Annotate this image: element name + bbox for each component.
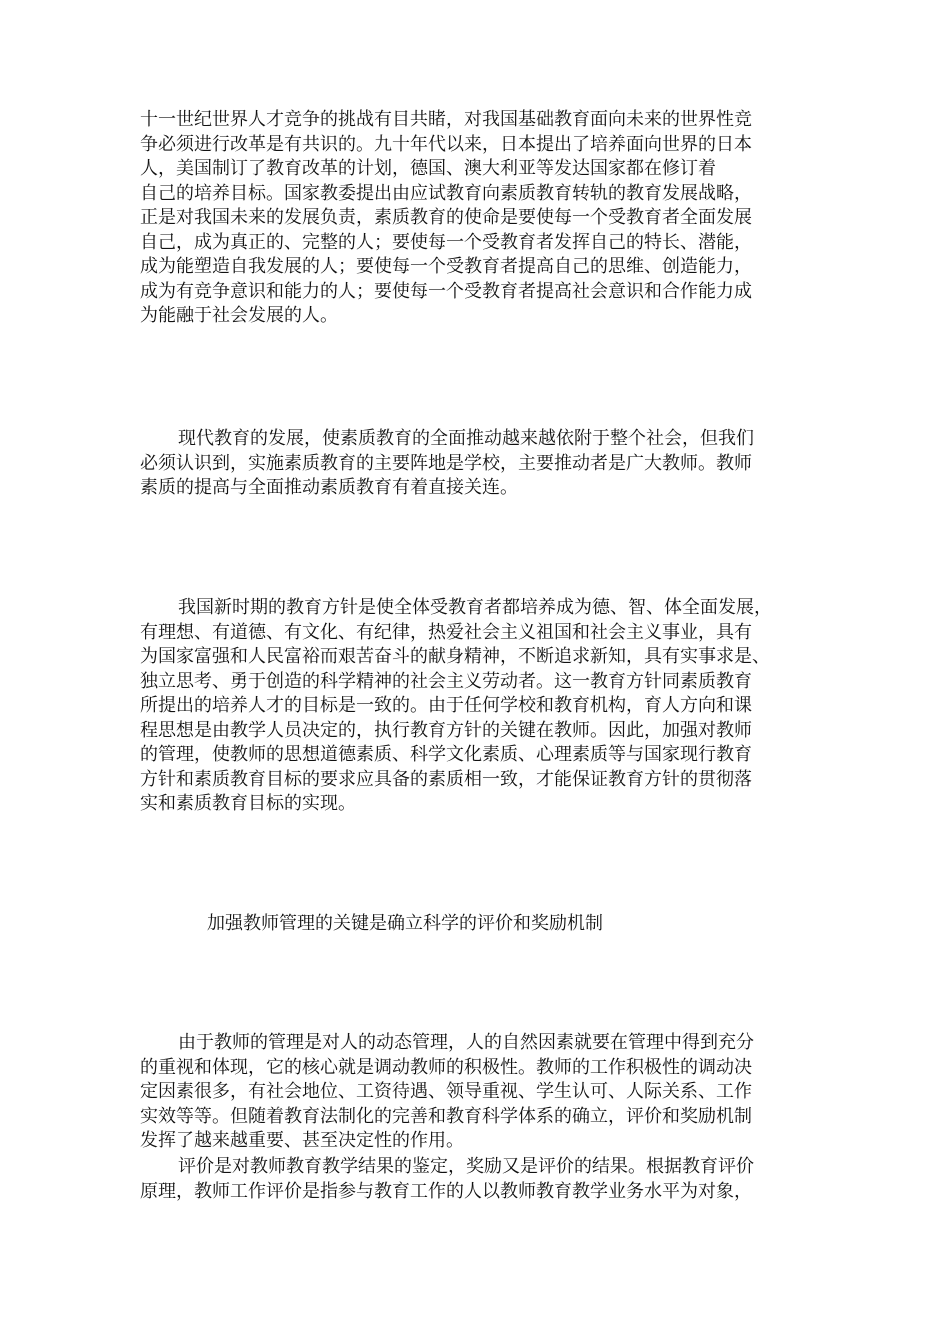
text-line: 实和素质教育目标的实现。 — [140, 793, 356, 814]
text-line: 的管理，使教师的思想道德素质、科学文化素质、心理素质等与国家现行教育 — [140, 744, 752, 765]
text-line: 正是对我国未来的发展负责，素质教育的使命是要使每一个受教育者全面发展 — [140, 207, 752, 228]
text-line: 必须认识到，实施素质教育的主要阵地是学校，主要推动者是广大教师。教师 — [140, 452, 752, 474]
text-line: 成为有竞争意识和能力的人；要使每一个受教育者提高社会意识和合作能力成 — [140, 280, 752, 302]
text-line: 独立思考、勇于创造的科学精神的社会主义劳动者。这一教育方针同素质教育 — [140, 670, 752, 692]
text-line: 我国新时期的教育方针是使全体受教育者都培养成为德、智、体全面发展， — [178, 597, 772, 618]
text-line: 定因素很多，有社会地位、工资待遇、领导重视、学生认可、人际关系、工作 — [140, 1081, 752, 1102]
text-line: 十一世纪世界人才竞争的挑战有目共睹，对我国基础教育面向未来的世界性竞 — [140, 109, 752, 130]
text-line: 成为能塑造自我发展的人；要使每一个受教育者提高自己的思维、创造能力， — [140, 256, 752, 277]
text-line: 人，美国制订了教育改革的计划，德国、澳大利亚等发达国家都在修订着 — [140, 158, 716, 179]
text-line: 实效等等。但随着教育法制化的完善和教育科学体系的确立，评价和奖励机制 — [140, 1105, 752, 1127]
text-line: 由于教师的管理是对人的动态管理，人的自然因素就要在管理中得到充分 — [178, 1032, 754, 1053]
section-heading: 加强教师管理的关键是确立科学的评价和奖励机制 — [207, 913, 603, 934]
paragraph-1 — [140, 108, 820, 329]
paragraph-4 — [140, 1031, 820, 1154]
text-line: 评价是对教师教育教学结果的鉴定，奖励又是评价的结果。根据教育评价 — [178, 1156, 754, 1177]
text-line: 程思想是由教学人员决定的，执行教育方针的关键在教师。因此，加强对教师 — [140, 719, 752, 741]
text-line: 为国家富强和人民富裕而艰苦奋斗的献身精神，不断追求新知，具有实事求是、 — [140, 646, 770, 667]
paragraph-2 — [140, 427, 820, 501]
text-line: 为能融于社会发展的人。 — [140, 305, 338, 326]
text-line: 争必须进行改革是有共识的。九十年代以来，日本提出了培养面向世界的日本 — [140, 133, 752, 155]
text-line: 自己的培养目标。国家教委提出由应试教育向素质教育转轨的教育发展战略， — [140, 182, 752, 204]
paragraph-5 — [140, 1155, 820, 1204]
text-line: 原理，教师工作评价是指参与教育工作的人以教师教育教学业务水平为对象， — [140, 1180, 752, 1202]
text-line: 自己，成为真正的、完整的人；要使每一个受教育者发挥自己的特长、潜能， — [140, 231, 752, 253]
text-line: 有理想、有道德、有文化、有纪律，热爱社会主义祖国和社会主义事业，具有 — [140, 621, 752, 643]
text-line: 所提出的培养人才的目标是一致的。由于任何学校和教育机构，育人方向和课 — [140, 695, 752, 716]
text-line: 发挥了越来越重要、甚至决定性的作用。 — [140, 1130, 464, 1151]
text-line: 现代教育的发展，使素质教育的全面推动越来越依附于整个社会，但我们 — [178, 428, 754, 449]
paragraph-3 — [140, 596, 820, 817]
text-line: 的重视和体现，它的核心就是调动教师的积极性。教师的工作积极性的调动决 — [140, 1056, 752, 1078]
text-line: 素质的提高与全面推动素质教育有着直接关连。 — [140, 477, 518, 498]
text-line: 方针和素质教育目标的要求应具备的素质相一致，才能保证教育方针的贯彻落 — [140, 768, 752, 790]
